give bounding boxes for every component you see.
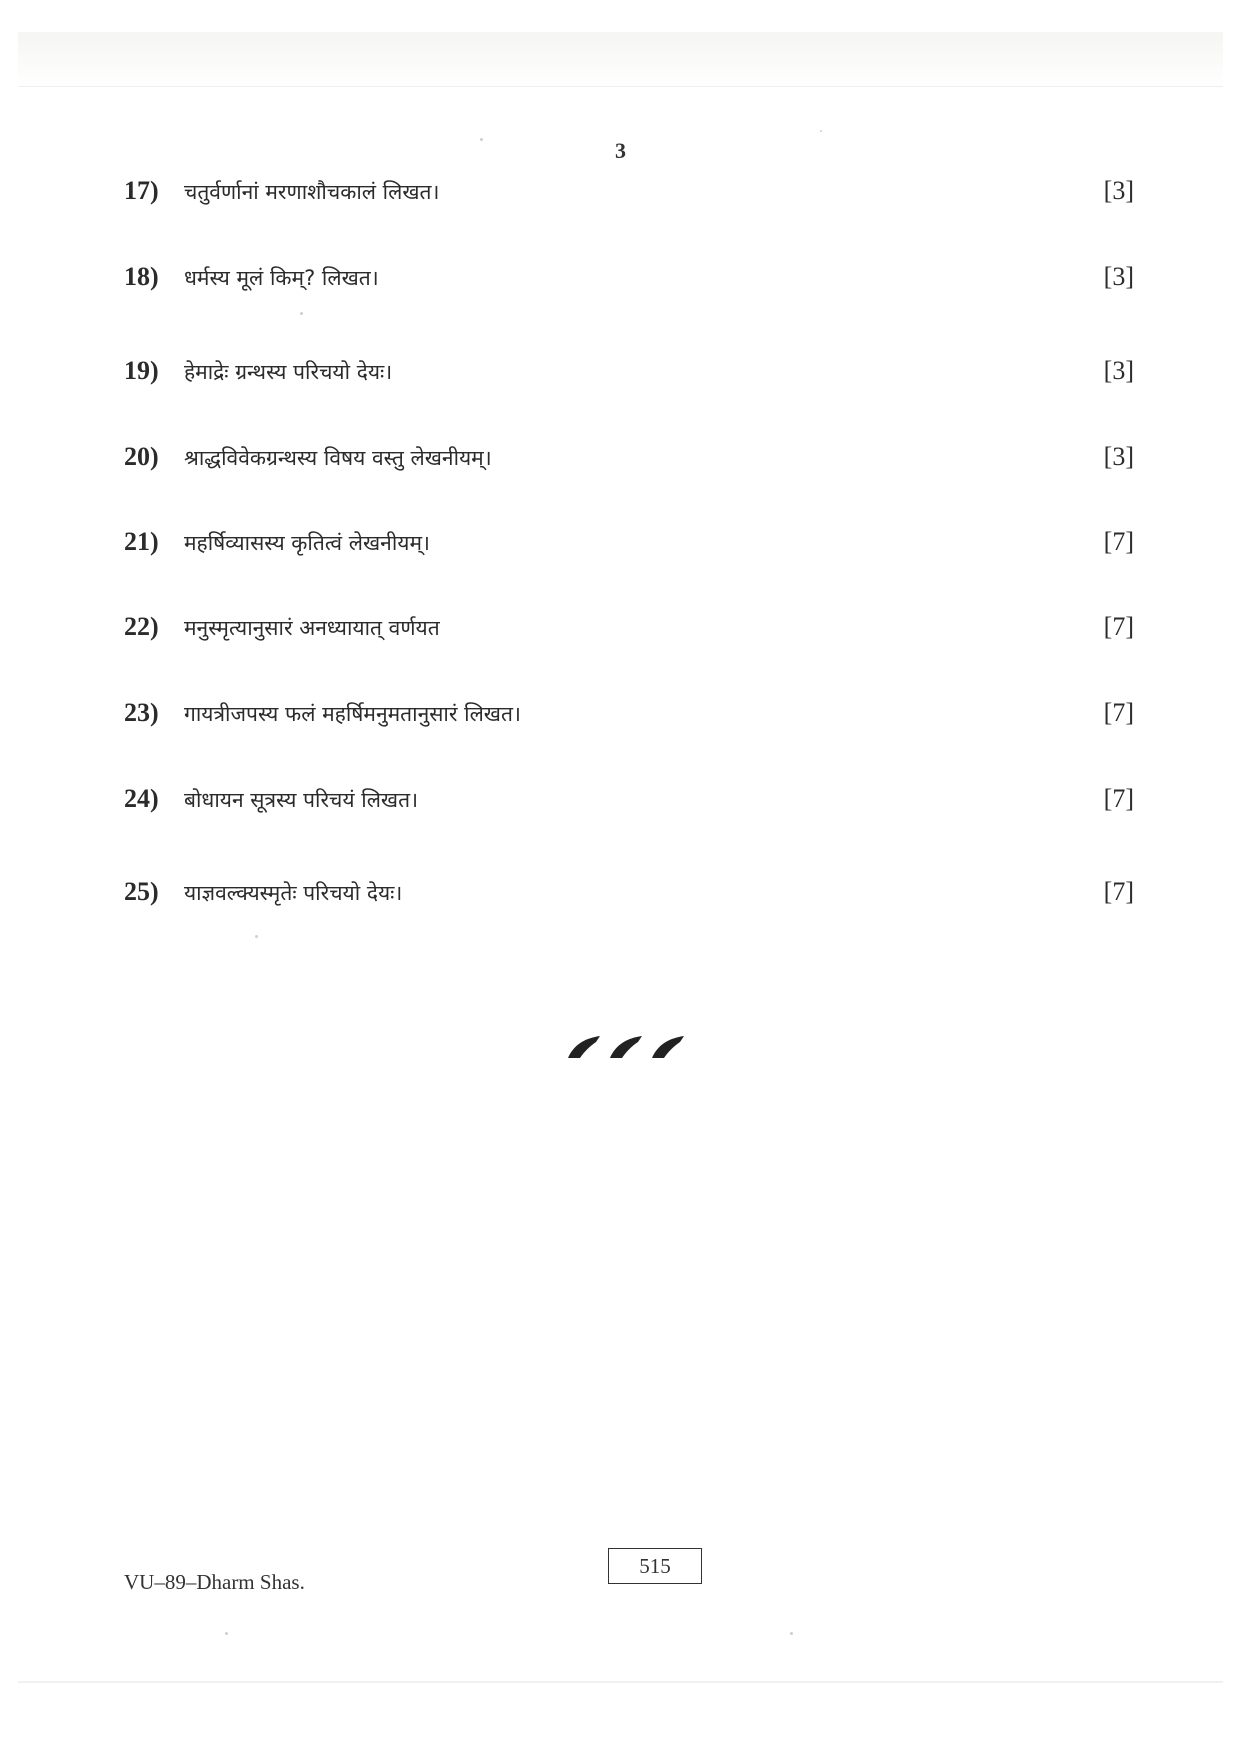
question-marks: [3] <box>1103 176 1134 205</box>
question-text: श्राद्धविवेकग्रन्थस्य विषय वस्तु लेखनीयम्। <box>184 446 492 470</box>
scan-top-edge <box>18 32 1223 87</box>
question-marks: [3] <box>1103 356 1134 385</box>
question-marks: [7] <box>1103 698 1134 727</box>
question-number: 21) <box>124 527 159 556</box>
question-number: 19) <box>124 356 159 385</box>
question-text: गायत्रीजपस्य फलं महर्षिमनुमतानुसारं लिखत। <box>184 702 521 726</box>
scan-speck <box>820 130 822 132</box>
question-21 <box>124 527 1134 567</box>
scan-speck <box>225 1632 228 1635</box>
question-marks: [3] <box>1103 262 1134 291</box>
question-marks: [3] <box>1103 442 1134 471</box>
question-marks: [7] <box>1103 612 1134 641</box>
question-20 <box>124 442 1134 482</box>
question-24 <box>124 784 1134 824</box>
scan-speck <box>300 312 303 315</box>
scan-speck <box>480 138 483 141</box>
page-number: 3 <box>615 138 626 163</box>
question-number: 24) <box>124 784 159 813</box>
question-19 <box>124 356 1134 396</box>
question-number: 25) <box>124 877 159 906</box>
question-text: हेमाद्रेः ग्रन्थस्य परिचयो देयः। <box>184 360 393 384</box>
question-marks: [7] <box>1103 877 1134 906</box>
scan-speck <box>255 935 258 938</box>
end-of-paper-ornament <box>566 1030 686 1064</box>
question-text: महर्षिव्यासस्य कृतित्वं लेखनीयम्। <box>184 531 430 555</box>
question-marks: [7] <box>1103 527 1134 556</box>
question-18 <box>124 262 1134 302</box>
question-text: याज्ञवल्क्यस्मृतेः परिचयो देयः। <box>184 881 403 905</box>
question-17 <box>124 176 1134 216</box>
paper-code: VU–89–Dharm Shas. <box>124 1570 305 1594</box>
question-text: चतुर्वर्णानां मरणाशौचकालं लिखत। <box>184 180 440 204</box>
question-text: बोधायन सूत्रस्य परिचयं लिखत। <box>184 788 419 812</box>
question-22 <box>124 612 1134 652</box>
question-23 <box>124 698 1134 738</box>
question-25 <box>124 877 1134 917</box>
scan-speck <box>790 1632 793 1635</box>
footer-page-number-box: 515 <box>608 1548 702 1584</box>
question-number: 20) <box>124 442 159 471</box>
question-text: मनुस्मृत्यानुसारं अनध्यायात् वर्णयत <box>184 616 440 640</box>
scan-bottom-edge <box>18 1681 1223 1683</box>
question-text: धर्मस्य मूलं किम्? लिखत। <box>184 266 379 290</box>
question-number: 23) <box>124 698 159 727</box>
question-number: 17) <box>124 176 159 205</box>
question-marks: [7] <box>1103 784 1134 813</box>
question-number: 18) <box>124 262 159 291</box>
question-number: 22) <box>124 612 159 641</box>
